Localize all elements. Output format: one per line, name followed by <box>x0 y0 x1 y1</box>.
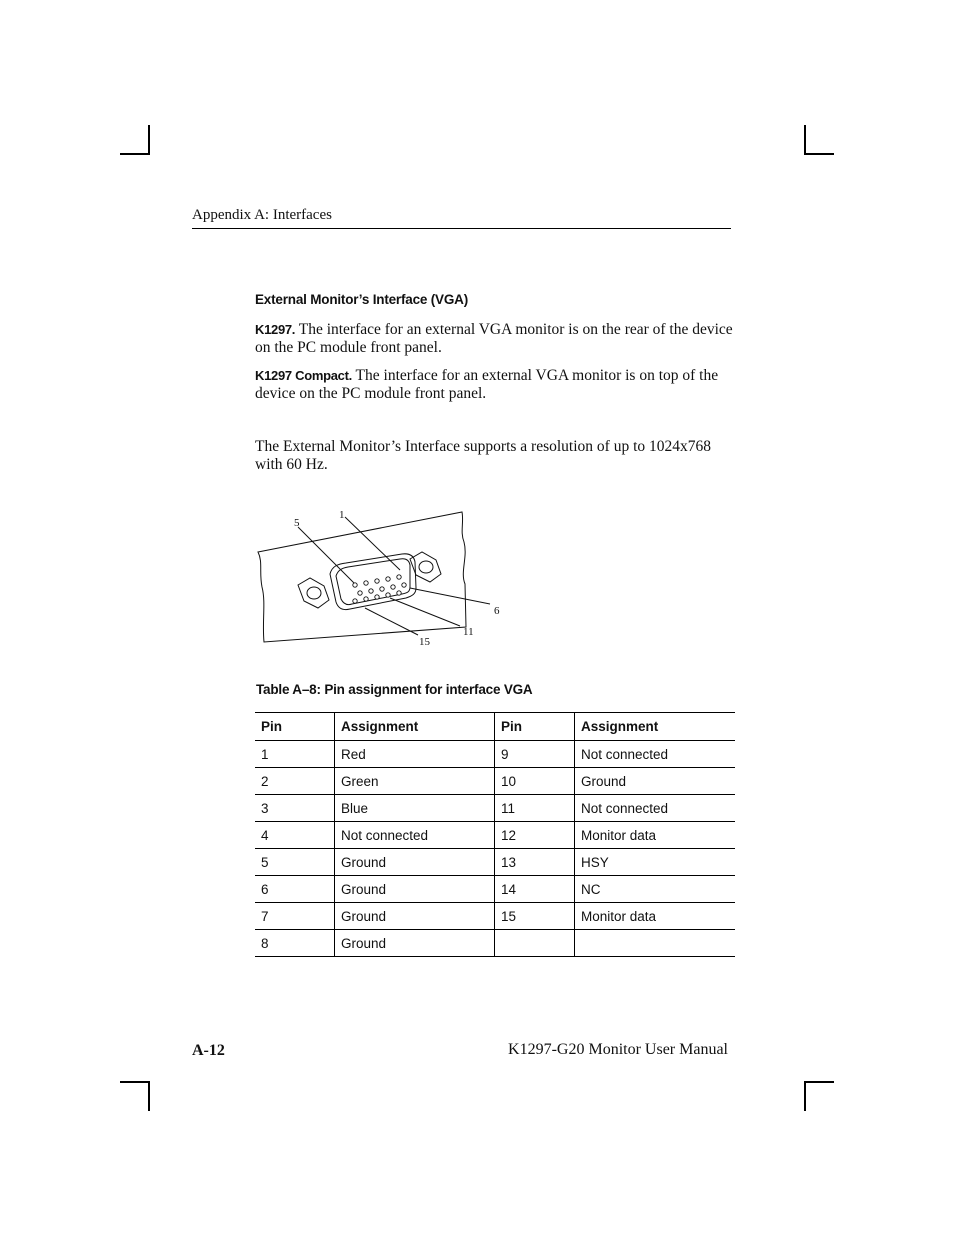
table-row <box>255 876 735 903</box>
header-assignment: Assignment <box>335 713 495 741</box>
cell-pin: 8 <box>255 930 335 957</box>
cell-assignment: HSY <box>575 849 736 876</box>
table-header-row <box>255 713 735 741</box>
cell-pin: 6 <box>255 876 335 903</box>
right-hex-nut <box>410 552 441 582</box>
cell-pin: 15 <box>495 903 575 930</box>
cell-assignment: Ground <box>335 876 495 903</box>
crop-mark-top-left-v <box>148 125 150 155</box>
paragraph-k1297-compact-text: The interface for an external VGA monitor is on top of the device on the PC module front panel. <box>255 367 719 402</box>
crop-mark-bottom-right-h <box>804 1081 834 1083</box>
table-row <box>255 768 735 795</box>
pin-hole <box>375 595 379 599</box>
crop-mark-top-right-h <box>804 153 834 155</box>
page-number: A-12 <box>192 1042 225 1059</box>
crop-mark-bottom-left-h <box>120 1081 150 1083</box>
cell-pin: 2 <box>255 768 335 795</box>
cell-pin: 10 <box>495 768 575 795</box>
paragraph-k1297-compact <box>255 367 733 403</box>
runin-k1297: K1297. <box>255 322 296 337</box>
paragraph-resolution-text: The External Monitor’s Interface supports a resolution of up to 1024x768 with 60 Hz. <box>255 438 712 473</box>
cell-assignment: Green <box>335 768 495 795</box>
cell-pin: 13 <box>495 849 575 876</box>
vga-connector-figure <box>250 502 520 662</box>
leader-pin-6 <box>410 588 490 604</box>
pin-hole <box>364 597 368 601</box>
cell-assignment: Monitor data <box>575 822 736 849</box>
pin-hole <box>375 579 379 583</box>
cell-assignment: Ground <box>335 930 495 957</box>
pin-label-15: 15 <box>419 636 430 648</box>
cell-assignment: Ground <box>335 903 495 930</box>
pin-label-6: 6 <box>494 605 500 617</box>
paragraph-k1297-text: The interface for an external VGA monitor is on the rear of the device on the PC module front panel. <box>255 321 733 356</box>
cell-pin: 4 <box>255 822 335 849</box>
cell-assignment: Monitor data <box>575 903 736 930</box>
pin-label-1: 1 <box>339 509 345 521</box>
pin-hole <box>364 581 368 585</box>
pin-hole <box>397 591 401 595</box>
header-rule <box>192 228 731 229</box>
section-title: External Monitor’s Interface (VGA) <box>255 292 468 307</box>
pin-hole <box>353 583 357 587</box>
table-row <box>255 741 735 768</box>
pin-assignment-table <box>255 712 735 957</box>
leader-pin-5 <box>298 527 355 584</box>
table-row <box>255 849 735 876</box>
pin-hole <box>369 589 373 593</box>
cell-pin <box>495 930 575 957</box>
cell-pin: 1 <box>255 741 335 768</box>
pin-hole <box>358 591 362 595</box>
header-pin: Pin <box>495 713 575 741</box>
crop-mark-top-right-v <box>804 125 806 155</box>
cell-assignment: Ground <box>335 849 495 876</box>
header-pin: Pin <box>255 713 335 741</box>
paragraph-k1297 <box>255 321 733 357</box>
paragraph-resolution <box>255 438 733 474</box>
cell-assignment: Blue <box>335 795 495 822</box>
left-hex-nut <box>298 578 329 608</box>
pin-hole <box>397 575 401 579</box>
pin-hole <box>386 593 390 597</box>
cell-assignment <box>575 930 736 957</box>
leader-pin-11 <box>390 598 460 626</box>
cell-assignment: Not connected <box>335 822 495 849</box>
cell-pin: 14 <box>495 876 575 903</box>
cell-assignment: NC <box>575 876 736 903</box>
header-assignment: Assignment <box>575 713 736 741</box>
pin-hole <box>391 585 395 589</box>
pin-label-5: 5 <box>294 517 300 529</box>
manual-title: K1297-G20 Monitor User Manual <box>508 1041 728 1058</box>
pin-hole <box>386 577 390 581</box>
cell-assignment: Not connected <box>575 741 736 768</box>
cell-pin: 3 <box>255 795 335 822</box>
cell-pin: 7 <box>255 903 335 930</box>
leader-pin-15 <box>365 608 418 635</box>
table-caption: Table A–8: Pin assignment for interface VGA <box>256 682 533 697</box>
table-row <box>255 930 735 957</box>
panel-outline <box>258 512 466 642</box>
pin-label-11: 11 <box>463 626 474 638</box>
crop-mark-top-left-h <box>120 153 150 155</box>
cell-pin: 9 <box>495 741 575 768</box>
table-row <box>255 822 735 849</box>
cell-assignment: Red <box>335 741 495 768</box>
pin-hole <box>353 599 357 603</box>
cell-assignment: Not connected <box>575 795 736 822</box>
pin-hole <box>380 587 384 591</box>
runin-k1297-compact: K1297 Compact. <box>255 368 352 383</box>
cell-pin: 11 <box>495 795 575 822</box>
crop-mark-bottom-left-v <box>148 1081 150 1111</box>
table-row <box>255 903 735 930</box>
cell-pin: 12 <box>495 822 575 849</box>
running-head: Appendix A: Interfaces <box>192 207 332 223</box>
table-row <box>255 795 735 822</box>
pin-hole <box>402 583 406 587</box>
cell-pin: 5 <box>255 849 335 876</box>
dsub-inner <box>336 559 410 605</box>
cell-assignment: Ground <box>575 768 736 795</box>
crop-mark-bottom-right-v <box>804 1081 806 1111</box>
